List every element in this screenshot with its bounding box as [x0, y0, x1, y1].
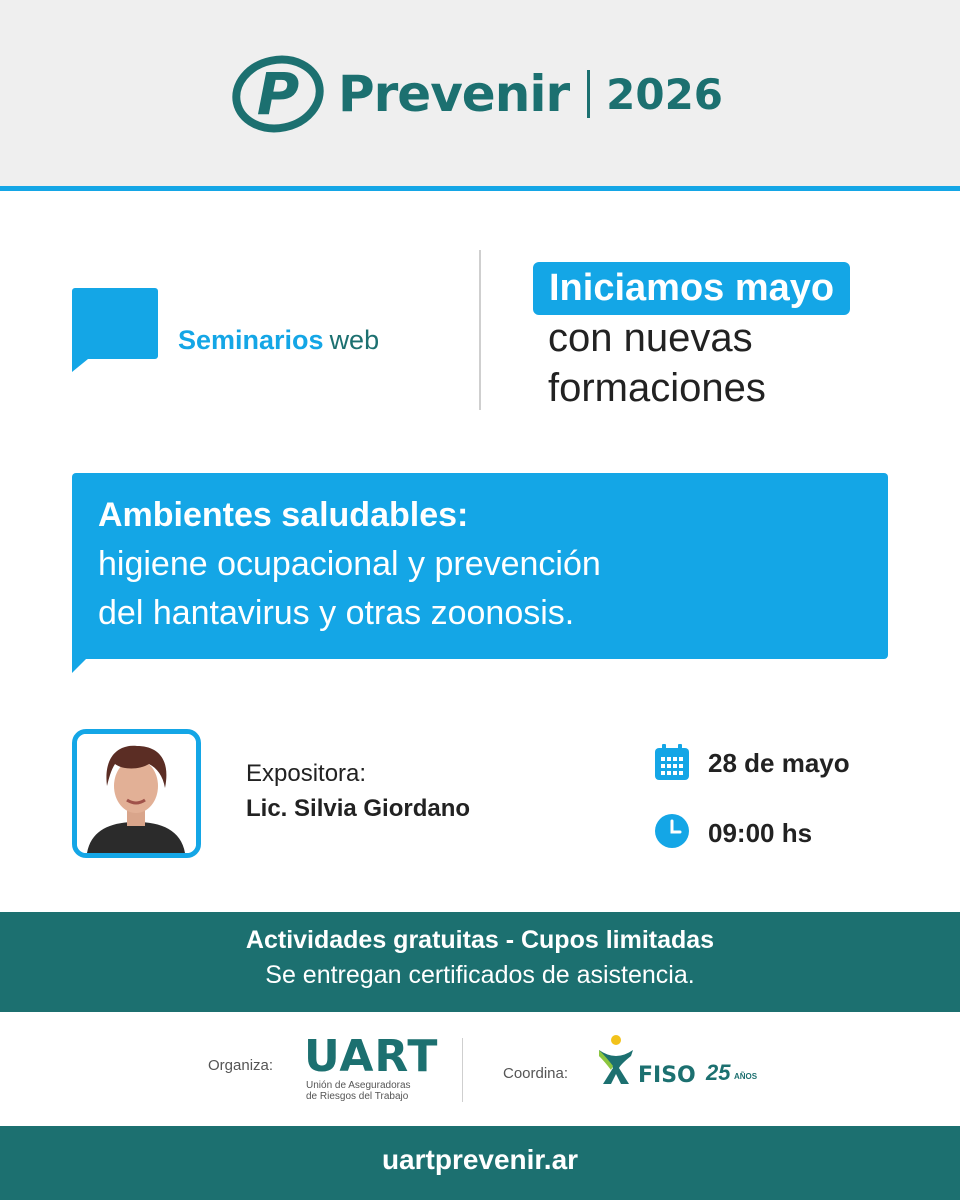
uart-subtitle-2: de Riesgos del Trabajo [306, 1091, 409, 1102]
clock-icon [655, 814, 689, 848]
header-divider [0, 186, 960, 191]
info-line-2: Se entregan certificados de asistencia. [265, 961, 695, 989]
fiso-logo-icon [597, 1034, 635, 1086]
topic-line-1: higiene ocupacional y prevención [98, 545, 601, 583]
event-date: 28 de mayo [708, 748, 850, 778]
brand-name: Prevenir [338, 65, 570, 123]
logo-letter: P [256, 60, 300, 128]
event-time: 09:00 hs [708, 818, 813, 848]
fiso-anos: AÑOS [734, 1072, 758, 1081]
fiso-years: 25 [706, 1060, 731, 1085]
brand-separator [587, 70, 590, 118]
speaker-avatar [72, 729, 201, 858]
speaker-name: Lic. Silvia Giordano [246, 795, 471, 822]
uart-logo: UART [304, 1031, 439, 1082]
brand-year: 2026 [606, 69, 724, 119]
web-text: web [329, 325, 380, 355]
organiza-label: Organiza: [208, 1057, 274, 1074]
speaker-role: Expositora: [246, 760, 367, 787]
fiso-name: FISO [638, 1063, 696, 1088]
vertical-divider [479, 250, 481, 410]
chat-bubble-icon [72, 288, 158, 374]
topic-title: Ambientes saludables: [98, 496, 469, 534]
promo-line-1: con nuevas [548, 316, 753, 360]
speaker-photo [77, 734, 196, 853]
organizers-divider [462, 1038, 463, 1102]
coordina-label: Coordina: [503, 1065, 569, 1082]
footer-url-link[interactable]: uartprevenir.ar [381, 1144, 579, 1175]
prevenir-logo-icon [232, 54, 324, 134]
promo-highlight: Iniciamos mayo [533, 262, 850, 315]
brand-logo [232, 54, 723, 134]
topic-line-2: del hantavirus y otras zoonosis. [98, 594, 575, 632]
seminarios-web-label [178, 325, 379, 356]
calendar-icon [655, 744, 689, 780]
uart-subtitle-1: Unión de Aseguradoras [306, 1080, 411, 1091]
seminarios-text: Seminarios [178, 325, 324, 355]
promo-line-2: formaciones [548, 366, 766, 410]
topic-bubble-tail [72, 655, 90, 673]
info-line-1: Actividades gratuitas - Cupos limitadas [245, 926, 715, 954]
